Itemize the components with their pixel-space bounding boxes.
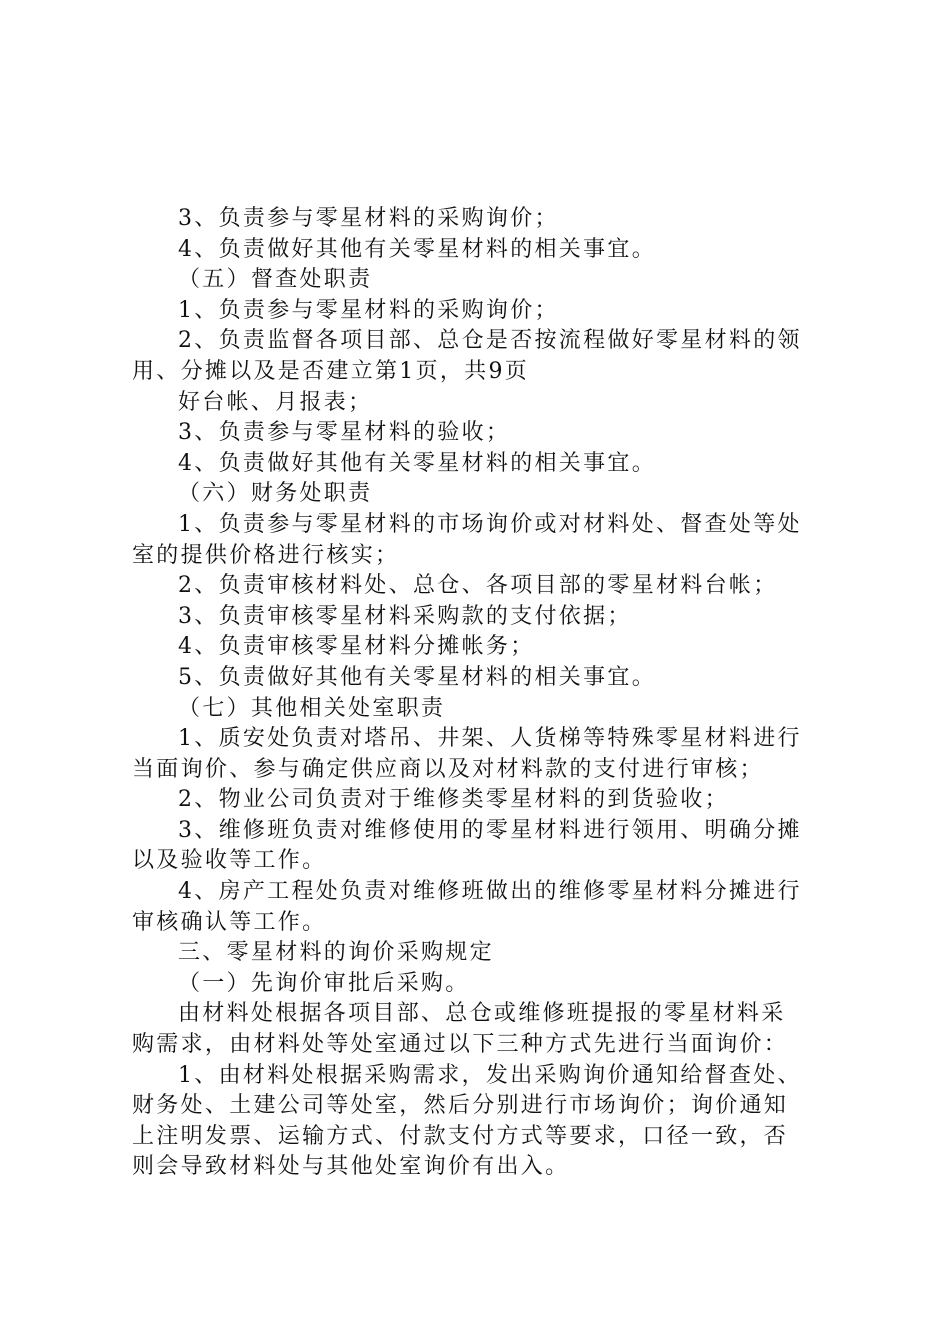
text-line: 1、质安处负责对塔吊、井架、人货梯等特殊零星材料进行 xyxy=(178,726,802,752)
text-line: 由材料处根据各项目部、总仓或维修班提报的零星材料采 xyxy=(178,1001,786,1027)
text-line: 4、负责做好其他有关零星材料的相关事宜。 xyxy=(178,450,656,476)
text-line: 3、维修班负责对维修使用的零星材料进行领用、明确分摊 xyxy=(178,817,802,843)
text-line: 室的提供价格进行核实； xyxy=(132,542,400,568)
text-line: 3、负责参与零星材料的采购询价； xyxy=(178,206,559,231)
text-line: 5、负责做好其他有关零星材料的相关事宜。 xyxy=(178,664,656,690)
text-line: （七）其他相关处室职责 xyxy=(178,695,446,721)
text-line: 4、负责做好其他有关零星材料的相关事宜。 xyxy=(178,236,656,262)
text-line: 当面询价、参与确定供应商以及对材料款的支付进行审核； xyxy=(132,756,764,782)
text-line: 2、物业公司负责对于维修类零星材料的到货验收； xyxy=(178,787,729,813)
text-line: 则会导致材料处与其他处室询价有出入。 xyxy=(132,1154,570,1180)
text-line: 以及验收等工作。 xyxy=(132,848,327,874)
text-line: （五）督查处职责 xyxy=(178,267,373,293)
text-line: （六）财务处职责 xyxy=(178,481,373,507)
text-line: 3、负责审核零星材料采购款的支付依据； xyxy=(178,603,632,629)
text-line: 2、负责审核材料处、总仓、各项目部的零星材料台帐； xyxy=(178,573,778,599)
text-line: 1、由材料处根据采购需求，发出采购询价通知给督查处、 xyxy=(178,1062,802,1088)
text-line: 3、负责参与零星材料的验收； xyxy=(178,420,511,446)
text-line: 4、房产工程处负责对维修班做出的维修零星材料分摊进行 xyxy=(178,879,802,905)
document-body xyxy=(132,204,832,1183)
text-line: 1、负责参与零星材料的市场询价或对材料处、督查处等处 xyxy=(178,511,802,537)
text-line: 1、负责参与零星材料的采购询价； xyxy=(178,297,559,323)
text-line: （一）先询价审批后采购。 xyxy=(178,970,470,996)
text-line: 用、分摊以及是否建立第1页，共9页 xyxy=(132,358,530,384)
text-line: 上注明发票、运输方式、付款支付方式等要求，口径一致，否 xyxy=(132,1123,789,1149)
text-line: 三、零星材料的询价采购规定 xyxy=(178,940,494,966)
text-line: 好台帐、月报表； xyxy=(178,389,373,415)
text-line: 2、负责监督各项目部、总仓是否按流程做好零星材料的领 xyxy=(178,328,802,354)
text-line: 4、负责审核零星材料分摊帐务； xyxy=(178,634,535,660)
text-line: 审核确认等工作。 xyxy=(132,909,327,935)
text-line: 购需求，由材料处等处室通过以下三种方式先进行当面询价： xyxy=(132,1032,789,1058)
text-line: 财务处、土建公司等处室，然后分别进行市场询价；询价通知 xyxy=(132,1093,789,1119)
